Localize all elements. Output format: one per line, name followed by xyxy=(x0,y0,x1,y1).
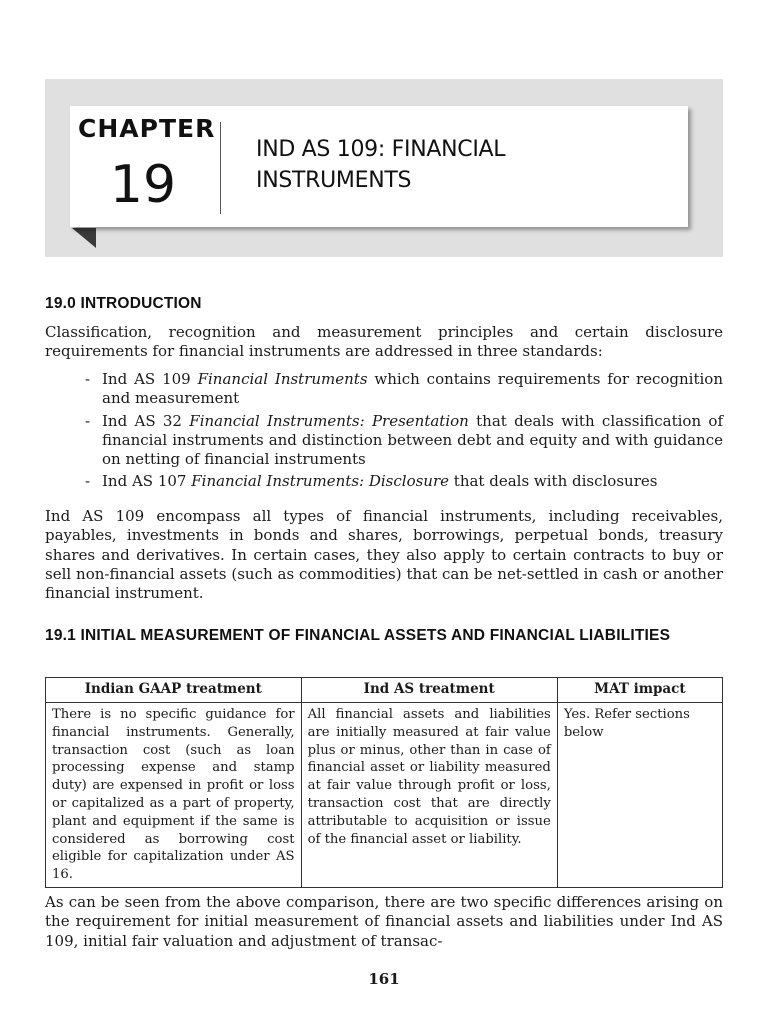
section-heading-introduction: 19.0 INTRODUCTION xyxy=(45,295,202,312)
scope-paragraph: Ind AS 109 encompass all types of financial instruments, including receivables, payables, investments in bonds and shares, borrowings, perpetual bonds, treasury shares and derivatives. In certain cases, they also apply to certain contracts to buy or sell non-financial assets (such as commodities) that can be net-settled in cash or another financial instrument. xyxy=(45,507,723,603)
banner-fold-decoration xyxy=(72,228,96,248)
chapter-title-line-1: IND AS 109: FINANCIAL xyxy=(256,137,506,162)
column-header: MAT impact xyxy=(557,678,722,703)
page-number: 161 xyxy=(368,970,400,988)
list-item: - Ind AS 32 Financial Instruments: Presentation that deals with classification of financial instruments and distinction between debt and equity and with guidance on netting of financial instruments xyxy=(85,411,723,469)
intro-paragraph: Classification, recognition and measurement principles and certain disclosure requirements for financial instruments are addressed in three standards: xyxy=(45,323,723,361)
table-cell: All financial assets and liabilities are initially measured at fair value plus or minus, other than in case of financial asset or liability measured at fair value through profit or loss, transaction cost that are directly attributable to acquisition or issue of the financial asset or liability. xyxy=(301,703,557,888)
table-header-row xyxy=(46,678,723,703)
column-header: Ind AS treatment xyxy=(301,678,557,703)
list-item: - Ind AS 109 Financial Instruments which contains requirements for recognition and measurement xyxy=(85,370,723,408)
chapter-number: 19 xyxy=(109,155,177,215)
standards-list xyxy=(82,370,723,495)
table-row xyxy=(46,703,723,888)
chapter-title-line-2: INSTRUMENTS xyxy=(256,168,412,193)
comparison-paragraph: As can be seen from the above comparison, there are two specific differences arising on the requirement for initial measurement of financial assets and liabilities under Ind AS 109, initial fair valuation and adjustment of transac- xyxy=(45,893,723,950)
comparison-table xyxy=(45,677,723,888)
chapter-divider xyxy=(220,122,221,214)
table-cell: There is no specific guidance for financial instruments. Generally, transaction cost (such as loan processing expense and stamp duty) are expensed in profit or loss or capitalized as a part of property, plant and equipment if the same is considered as borrowing cost eligible for capitalization under AS 16. xyxy=(46,703,302,888)
chapter-label: CHAPTER xyxy=(78,114,216,143)
chapter-title xyxy=(256,134,676,196)
section-heading-initial-measurement: 19.1 INITIAL MEASUREMENT OF FINANCIAL ASSETS AND FINANCIAL LIABILITIES xyxy=(45,627,671,644)
list-item: - Ind AS 107 Financial Instruments: Disclosure that deals with disclosures xyxy=(85,472,658,491)
table-cell: Yes. Refer sections below xyxy=(557,703,722,888)
column-header: Indian GAAP treatment xyxy=(46,678,302,703)
